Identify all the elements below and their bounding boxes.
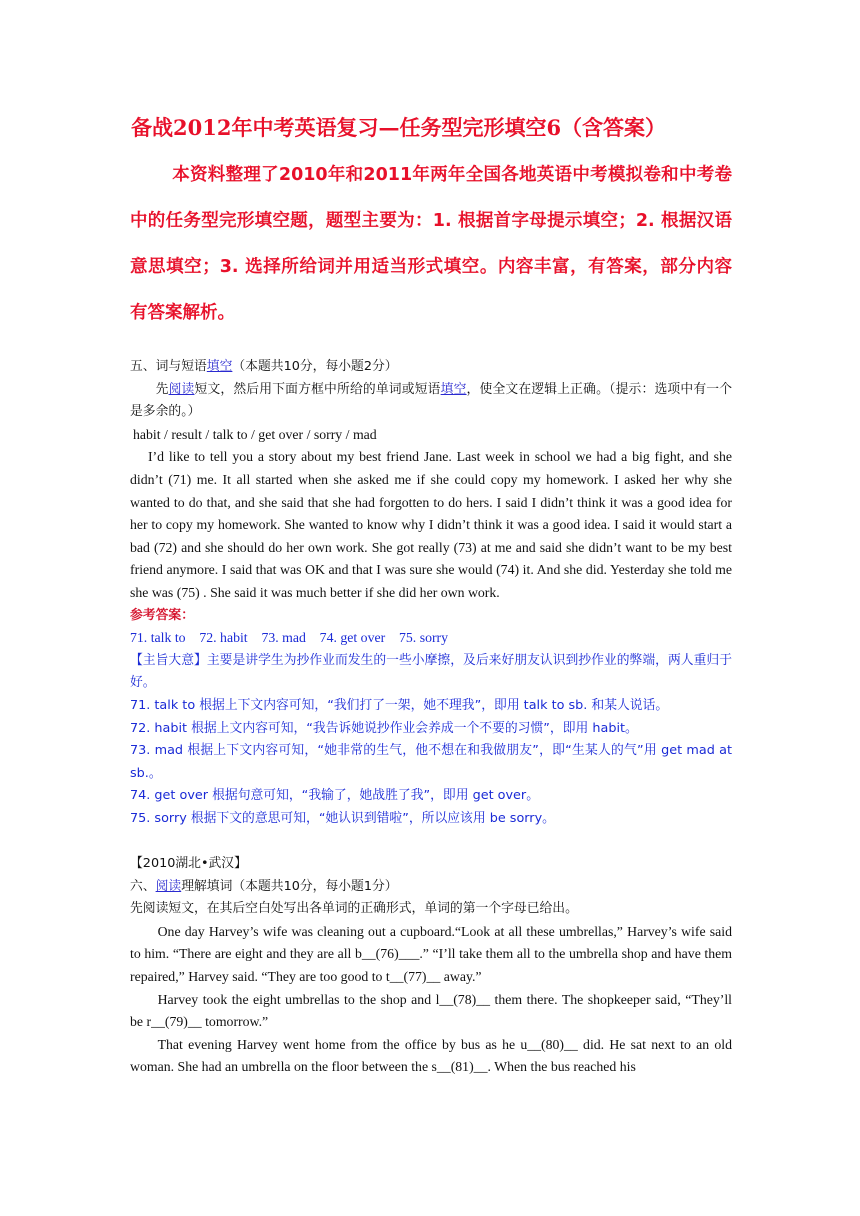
passage2-para2: Harvey took the eight umbrellas to the shop and l__(78)__ them there. The shopkeeper said, “They’ll be r__(79)__ tomorrow.”: [130, 991, 732, 1030]
passage-text: I’d like to tell you a story about my best friend Jane. Last week in school we had a big fight, and she didn’t (71) me. It all started when she asked me if she could copy my homework. I asked her why she wanted to do that, and she said that she had forgotten to do hers. I said I didn’t think it was a good idea for her to copy my homework. She wanted to know why I didn’t think it was a good idea. I said it would start a bad (72) and she should do her own work. She got really (73) at me and said she didn’t want to be my best friend anymore. I said that was OK and that I was sure she would (74) it. And she did. Yesterday she told me she was (75) . She said it was much better if she did her own work.: [130, 449, 732, 600]
document-body: [130, 356, 732, 1079]
document-title: 备战2012年中考英语复习—任务型完形填空6（含答案）: [131, 115, 667, 140]
explanation-75: 75. sorry 根据下文的意思可知，“她认识到错啦”，所以应该用 be sorry。: [130, 810, 555, 826]
fill-blank-link[interactable]: 填空: [206, 359, 233, 374]
explanation-72: 72. habit 根据上文内容可知，“我告诉她说抄作业会养成一个不要的习惯”，即用 habit。: [130, 720, 638, 736]
explanation-73: 73. mad 根据上下文内容可知，“她非常的生气，他不想在和我做朋友”，即“生某人的气”用 get mad at sb.。: [130, 743, 732, 781]
reading-link[interactable]: 阅读: [168, 381, 195, 397]
explanation-71: 71. talk to 根据上下文内容可知，“我们打了一架，她不理我”，即用 talk to sb. 和某人说话。: [130, 697, 669, 713]
reading-link-2[interactable]: 阅读: [155, 878, 182, 894]
section6-instruction: 先阅读短文，在其后空白处写出各单词的正确形式，单词的第一个字母已给出。: [130, 901, 578, 917]
section5-heading: 五、词与短语填空（本题共10分，每小题2分）: [130, 359, 398, 374]
passage2-para3: That evening Harvey went home from the office by bus as he u__(80)__ did. He sat next to an old woman. She had an umbrella on the floor between the s__(81)__. When the bus reached his: [130, 1036, 732, 1075]
section5-instruction: 先阅读短文，然后用下面方框中所给的单词或短语填空，使全文在逻辑上正确。（提示：选项中有一个是多余的。）: [130, 381, 733, 420]
word-options: habit / result / talk to / get over / sorry / mad: [133, 426, 377, 442]
answer-list: 71. talk to 72. habit 73. mad 74. get over 75. sorry: [130, 630, 449, 646]
document-intro: [130, 152, 732, 336]
answer-label: 参考答案：: [130, 607, 194, 623]
section6-source: 【2010湖北•武汉】: [130, 856, 247, 872]
fill-blank-link-2[interactable]: 填空: [440, 381, 467, 397]
intro-text: 本资料整理了2010年和2011年两年全国各地英语中考模拟卷和中考卷中的任务型完形填空题，题型主要为：1. 根据首字母提示填空；2. 根据汉语意思填空；3. 选择所给词并用适当形式填空。内容丰富，有答案，部分内容有答案解析。: [130, 165, 732, 323]
spacer: [130, 830, 732, 853]
main-idea: 【主旨大意】主要是讲学生为抄作业而发生的一些小摩擦，及后来好朋友认识到抄作业的弊端，两人重归于好。: [130, 652, 732, 691]
passage2-para1: One day Harvey’s wife was cleaning out a cupboard.“Look at all these umbrellas,” Harvey’s wife said to him. “There are eight and they are all b__(76)___.” “I’ll take them all to the umbrella shop and have them repaired,” Harvey said. “They are too good to t__(77)__ away.”: [130, 923, 732, 985]
explanation-74: 74. get over 根据句意可知，“我输了，她战胜了我”，即用 get over。: [130, 788, 539, 804]
section6-heading: 六、阅读理解填词（本题共10分，每小题1分）: [130, 878, 398, 894]
